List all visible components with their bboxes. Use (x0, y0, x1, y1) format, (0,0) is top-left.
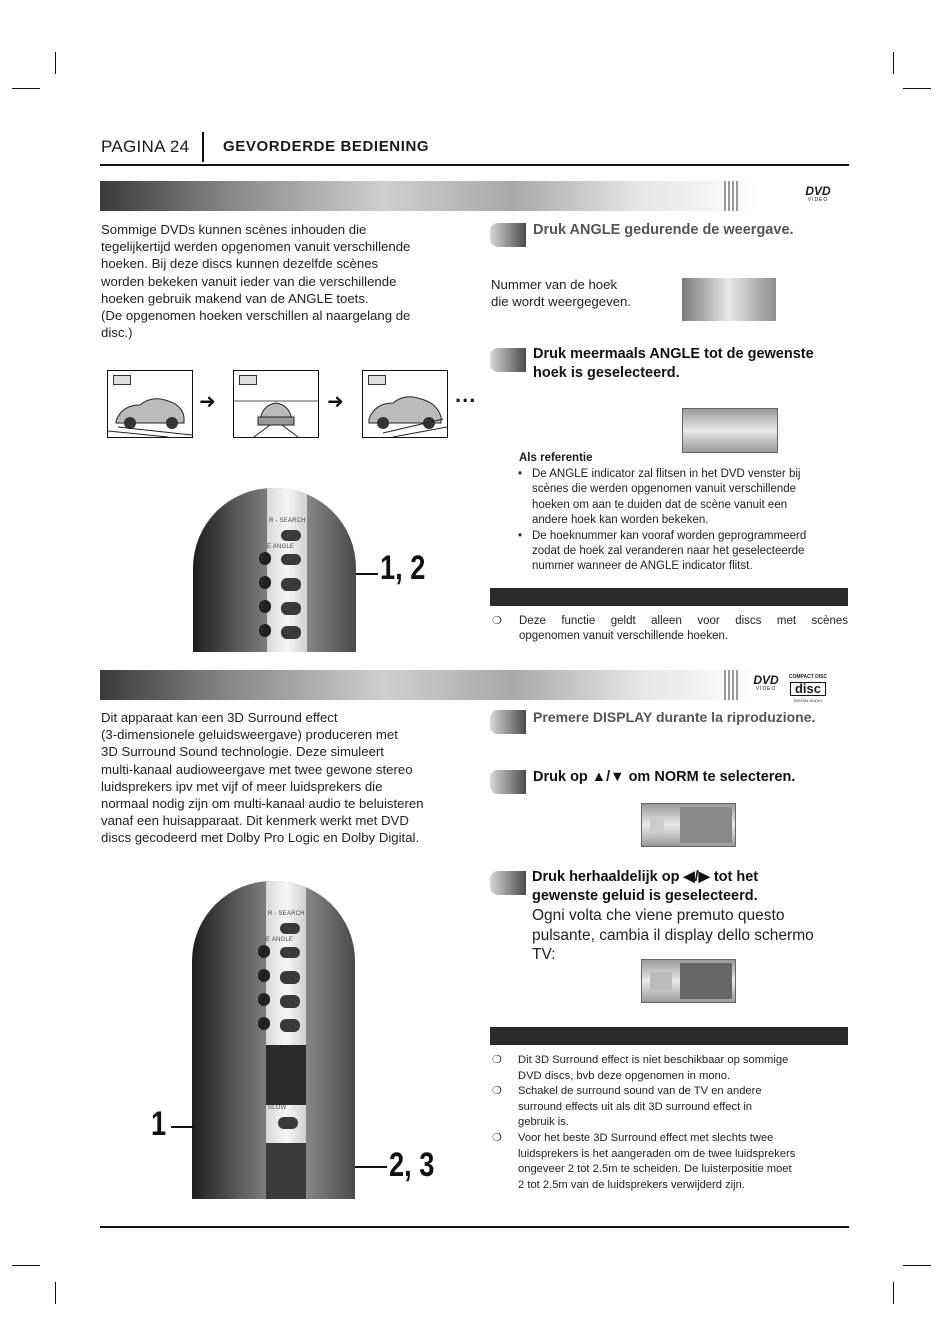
crop-mark (12, 88, 40, 89)
section-band (100, 181, 849, 211)
text-line: vanaf een huisapparaat. Dit kenmerk werkt met DVD (101, 813, 409, 829)
angle-illustration-2 (233, 370, 319, 438)
callout-step-left: 1 (151, 1105, 167, 1143)
text-line: multi-kanaal audioweergave met twee gewone stereo (101, 761, 413, 777)
text-line: Schakel de surround sound van de TV en andere (518, 1085, 762, 1098)
reference-list (518, 467, 847, 575)
text-line: worden bekeken vanuit ieder van die verschillende (101, 273, 397, 289)
text-line: gewenste geluid is geselecteerd. (532, 888, 758, 904)
callout-line (171, 1126, 195, 1128)
ellipsis: ... (455, 382, 477, 407)
text-line: Nummer van de hoek (491, 277, 618, 292)
dvd-logo-sub: VIDEO (807, 197, 829, 203)
text-line: tegelijkertijd werden opgenomen vanuit verschillende (101, 239, 411, 255)
remote-label: R - SEARCH (268, 911, 305, 917)
step-1-text: Premere DISPLAY durante la riproduzione. (533, 709, 816, 725)
step-2-marker (490, 348, 526, 372)
callout-steps: 2, 3 (389, 1146, 435, 1184)
remote-control-illustration (193, 488, 356, 652)
reference-title: Als referentie (519, 452, 593, 464)
text-line: Druk herhaaldelijk op ◀/▶ tot het (532, 869, 759, 885)
text-line: disc.) (101, 325, 133, 341)
remote-control-illustration (192, 881, 355, 1199)
norm-screen (641, 803, 736, 847)
angle-illustration-3 (362, 370, 448, 438)
intro-paragraph (101, 221, 461, 341)
note-bullet-icon: ❍ (492, 1054, 502, 1066)
remote-button (259, 600, 271, 613)
step-3-marker (490, 871, 526, 895)
crop-mark (903, 88, 931, 89)
angle-button (281, 554, 301, 565)
remote-button (281, 626, 301, 639)
text-line: (De opgenomen hoeken verschillen al naargelang de (101, 308, 411, 324)
angle-selected-screen (682, 408, 778, 453)
step-2-text: Druk op ▲/▼ om NORM te selecteren. (533, 769, 796, 785)
remote-button (280, 1019, 300, 1032)
note-bullet-icon: ❍ (492, 1131, 502, 1144)
text-line: pulsante, cambia il display dello schermo (532, 926, 814, 944)
remote-button (259, 624, 271, 637)
text-line: hoeken gebruik makend van de ANGLE toets. (101, 290, 369, 306)
arrow-right-icon: ➜ (199, 391, 216, 413)
callout-steps: 1, 2 (380, 549, 426, 587)
text-line: (3-dimensionele geluidsweergave) produceren met (101, 727, 398, 743)
text-line: scènes die werden opgenomen vanuit verschillende (532, 483, 797, 496)
step-2-text (533, 345, 814, 383)
remote-button (281, 578, 301, 591)
remote-button (281, 602, 301, 615)
text-line: surround effects uit als dit 3D surround effect in (518, 1100, 753, 1113)
speaker-icon (650, 816, 664, 834)
remote-button (259, 576, 271, 589)
step-2-marker (490, 770, 526, 794)
remote-button (258, 1017, 270, 1030)
note-bar (490, 1027, 848, 1045)
text-line: nummer wanneer de ANGLE indicator flitst. (532, 560, 753, 573)
text-line: luidsprekers is het aangeraden om de twee luidsprekers (518, 1147, 796, 1160)
remote-button (281, 530, 301, 541)
step-1-text: Druk ANGLE gedurende de weergave. (533, 222, 794, 238)
callout-line (356, 573, 378, 575)
arrow-right-icon: ➜ (327, 391, 344, 413)
text-line: gebruik is. (518, 1116, 569, 1129)
notes-list (492, 1053, 848, 1193)
step-1-marker (490, 710, 526, 734)
remote-panel (266, 1045, 306, 1105)
remote-button (259, 552, 271, 565)
text-line: De hoeknummer kan vooraf worden geprogrammeerd (532, 529, 807, 542)
step-3-text (532, 868, 758, 906)
text-line: ongeveer 2 tot 2.5m te scheiden. De luisterpositie moet (518, 1163, 792, 1176)
crop-mark (903, 1265, 931, 1266)
text-line: Dit apparaat kan een 3D Surround effect (101, 710, 338, 725)
remote-button (280, 971, 300, 984)
text-line: zodat de hoek zal veranderen naar het geselecteerde (532, 545, 805, 558)
text-line: die wordt weergegeven. (491, 294, 632, 310)
note-bullet-icon: ❍ (492, 1085, 502, 1098)
crop-mark (55, 52, 56, 74)
section-band (100, 670, 849, 700)
angle-indicator-screen (682, 278, 776, 321)
remote-button (258, 945, 270, 958)
callout-line (355, 1166, 387, 1168)
text-line: DVD discs, bvb deze opgenomen in mono. (518, 1069, 731, 1082)
remote-label: E ANGLE (267, 544, 295, 550)
text-line: andere hoek kan worden bekeken. (532, 514, 709, 527)
step-1-marker (490, 223, 526, 247)
crop-mark (893, 52, 894, 74)
text-line: hoek is geselecteerd. (533, 365, 680, 381)
page-title: GEVORDERDE BEDIENING (223, 138, 430, 155)
text-line: De ANGLE indicator zal flitsen in het DVD venster bij (532, 468, 801, 480)
footer-rule (100, 1226, 849, 1228)
intro-paragraph (101, 709, 461, 847)
note-item (492, 614, 848, 645)
text-line: opgenomen vanuit verschillende hoeken. (519, 630, 729, 643)
remote-button (278, 1117, 298, 1129)
remote-button (258, 993, 270, 1006)
dvd-logo-text: DVD (753, 673, 779, 687)
surround-screen (641, 959, 736, 1003)
header-rule (100, 164, 849, 166)
text-line: Deze functie geldt alleen voor discs met scènes (519, 615, 848, 627)
dvd-logo-text: DVD (805, 184, 831, 198)
text-line: discs gecodeerd met Dolby Pro Logic en Dolby Digital. (101, 830, 420, 846)
text-line: Voor het beste 3D Surround effect met slechts twee (518, 1131, 774, 1144)
remote-panel (266, 1143, 306, 1199)
step-3-note (532, 906, 814, 965)
speaker-icon (650, 972, 672, 990)
compact-disc-logo (788, 674, 828, 704)
dvd-logo-sub: VIDEO (755, 686, 777, 692)
text-line: Druk meermaals ANGLE tot de gewenste (533, 346, 814, 362)
bullet-icon: • (518, 529, 523, 542)
text-line: 2 tot 2.5m van de luidsprekers verwijderd zijn. (518, 1178, 745, 1191)
angle-illustration-1 (107, 370, 193, 438)
remote-label: E ANGLE (266, 937, 294, 943)
cd-logo-text: COMPACT DISC (788, 674, 828, 680)
remote-button (280, 923, 300, 934)
cd-logo-mark: disc (790, 682, 826, 696)
text-line: Dit 3D Surround effect is niet beschikbaar op sommige (518, 1054, 789, 1066)
page-number: PAGINA 24 (101, 137, 190, 156)
text-line: Sommige DVDs kunnen scènes inhouden die (101, 222, 367, 237)
note-bar (490, 588, 848, 606)
header-divider (202, 132, 204, 162)
cd-logo-sub: DIGITAL AUDIO (793, 698, 823, 703)
text-line: hoeken. Bij deze discs kunnen dezelfde scènes (101, 256, 379, 272)
text-line: TV: (532, 946, 556, 963)
remote-button (280, 995, 300, 1008)
text-line: normaal nodig zijn om multi-kanaal audio te beluisteren (101, 796, 424, 812)
bullet-icon: • (518, 468, 523, 480)
text-line: hoeken om aan te duiden dat de scène vanuit een (532, 498, 788, 511)
note-bullet-icon: ❍ (492, 615, 502, 627)
remote-label: SLOW (268, 1105, 287, 1111)
dvd-video-logo (748, 674, 784, 692)
angle-caption (491, 276, 631, 310)
remote-label: R - SEARCH (269, 518, 306, 524)
crop-mark (893, 1282, 894, 1304)
crop-mark (12, 1265, 40, 1266)
remote-button (280, 947, 300, 958)
text-line: luidsprekers ipv met vijf of meer luidsprekers die (101, 778, 383, 794)
dvd-video-logo (800, 185, 836, 203)
text-line: 3D Surround Sound technologie. Deze simuleert (101, 744, 384, 760)
remote-button (258, 969, 270, 982)
text-line: Ogni volta che viene premuto questo (532, 907, 785, 924)
crop-mark (55, 1282, 56, 1304)
